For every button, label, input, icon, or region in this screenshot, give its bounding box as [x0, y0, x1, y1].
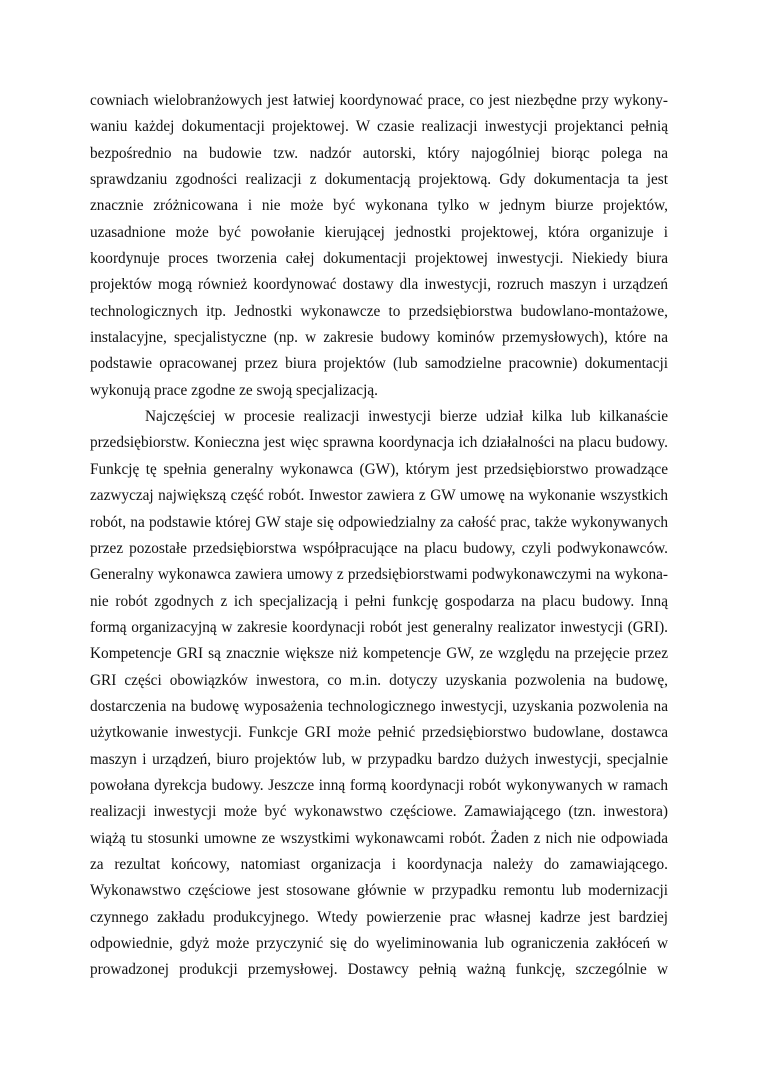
- text-line: znacznie zróżnicowana i nie może być wykonana tylko w jednym biurze projektów,: [90, 197, 668, 215]
- text-line: nie robót zgodnych z ich specjalizacją i pełni funkcję gospodarza na placu budowy. Inną: [90, 592, 668, 610]
- text-line: wiążą tu stosunki umowne ze wszystkimi wykonawcami robót. Żaden z nich nie odpowiada: [90, 829, 668, 847]
- text-line: sprawdzaniu zgodności realizacji z dokumentacją projektową. Gdy dokumentacja ta jest: [90, 171, 668, 189]
- text-line: Najczęściej w procesie realizacji inwestycji bierze udział kilka lub kilkanaście: [145, 408, 668, 426]
- text-line: użytkowanie inwestycji. Funkcje GRI może pełnić przedsiębiorstwo budowlane, dostawca: [90, 724, 668, 742]
- text-line: bezpośrednio na budowie tzw. nadzór autorski, który najogólniej biorąc polega na: [90, 144, 668, 162]
- paragraph-2: [90, 404, 668, 984]
- text-line: prowadzonej produkcji przemysłowej. Dostawcy pełnią ważną funkcję, szczególnie w: [90, 961, 668, 979]
- text-line: maszyn i urządzeń, biuro projektów lub, w przypadku bardzo dużych inwestycji, specjalnie: [90, 750, 668, 768]
- text-line: koordynuje proces tworzenia całej dokumentacji projektowej inwestycji. Niekiedy biura: [90, 250, 668, 268]
- text-line: realizacji inwestycji może być wykonawstwo częściowe. Zamawiającego (tzn. inwestora): [90, 803, 668, 821]
- text-line: projektów mogą również koordynować dostawy dla inwestycji, rozruch maszyn i urządzeń: [90, 276, 668, 294]
- text-line: robót, na podstawie której GW staje się odpowiedzialny za całość prac, także wykonywanych: [90, 513, 668, 531]
- text-line: za rezultat końcowy, natomiast organizacja i koordynacja należy do zamawiającego.: [90, 855, 668, 873]
- text-line: GRI części obowiązków inwestora, co m.in. dotyczy uzyskania pozwolenia na budowę,: [90, 671, 668, 689]
- text-line: Kompetencje GRI są znacznie większe niż kompetencje GW, ze względu na przejęcie przez: [90, 645, 668, 663]
- text-line: Funkcję tę spełnia generalny wykonawca (GW), którym jest przedsiębiorstwo prowadzące: [90, 460, 668, 478]
- body-text: [90, 88, 668, 984]
- text-line: Wykonawstwo częściowe jest stosowane głównie w przypadku remontu lub modernizacji: [90, 882, 668, 900]
- text-line: cowniach wielobranżowych jest łatwiej koordynować prace, co jest niezbędne przy wykony-: [90, 92, 668, 109]
- text-line: podstawie opracowanej przez biura projektów (lub samodzielne pracownie) dokumentacji: [90, 355, 668, 373]
- text-line: przez pozostałe przedsiębiorstwa współpracujące na placu budowy, czyli podwykonawców.: [90, 539, 668, 557]
- text-line: odpowiednie, gdyż może przyczynić się do wyeliminowania lub ograniczenia zakłóceń w: [90, 935, 668, 952]
- text-line: Generalny wykonawca zawiera umowy z przedsiębiorstwami podwykonawczymi na wykona-: [90, 566, 668, 584]
- text-line: przedsiębiorstw. Konieczna jest więc sprawna koordynacja ich działalności na placu budowy.: [90, 434, 668, 452]
- text-line: czynnego zakładu produkcyjnego. Wtedy powierzenie prac własnej kadrze jest bardziej: [90, 908, 668, 926]
- text-line: waniu każdej dokumentacji projektowej. W czasie realizacji inwestycji projektanci pełnią: [90, 118, 668, 136]
- text-line: formą organizacyjną w zakresie koordynacji robót jest generalny realizator inwestycji (GRI).: [90, 618, 668, 636]
- text-line: dostarczenia na budowę wyposażenia technologicznego inwestycji, uzyskania pozwolenia na: [90, 697, 668, 715]
- paragraph-1: [90, 88, 668, 404]
- text-line: zazwyczaj największą część robót. Inwestor zawiera z GW umowę na wykonanie wszystkich: [90, 487, 668, 505]
- text-line: technologicznych itp. Jednostki wykonawcze to przedsiębiorstwa budowlano-montażowe,: [90, 302, 668, 320]
- text-line: uzasadnione może być powołanie kierującej jednostki projektowej, która organizuje i: [90, 223, 668, 241]
- text-line: wykonują prace zgodne ze swoją specjalizacją.: [90, 381, 378, 399]
- text-line: powołana dyrekcja budowy. Jeszcze inną formą koordynacji robót wykonywanych w ramach: [90, 776, 668, 794]
- text-line: instalacyjne, specjalistyczne (np. w zakresie budowy kominów przemysłowych), które na: [90, 329, 668, 347]
